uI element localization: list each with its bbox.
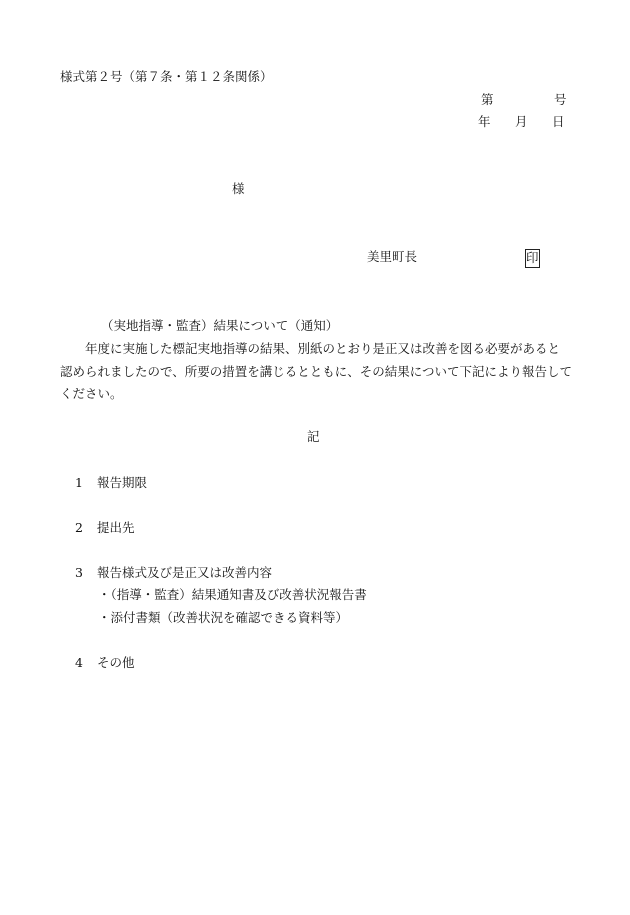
subject-title: （実地指導・監査）結果について（通知） xyxy=(101,318,339,333)
doc-number-prefix: 第 xyxy=(481,92,494,107)
item-number: 3 xyxy=(75,565,83,580)
date-year: 年 xyxy=(478,114,491,129)
item-label: 報告期限 xyxy=(97,475,148,490)
ki-heading: 記 xyxy=(307,429,320,444)
body-paragraph: 年度に実施した標記実地指導の結果、別紙のとおり是正又は改善を図る必要があると認められましたので、所要の措置を講じるとともに、その結果について下記により報告してください。 xyxy=(60,341,573,401)
sub-item: ・添付書類（改善状況を確認できる資料等） xyxy=(98,610,349,625)
date-month: 月 xyxy=(515,114,528,129)
seal-text: 印 xyxy=(525,249,540,268)
sender-title: 美里町長 xyxy=(367,249,418,264)
item-label: その他 xyxy=(97,655,135,670)
sub-item: ・（指導・監査）結果通知書及び改善状況報告書 xyxy=(98,587,367,602)
item-label: 提出先 xyxy=(97,520,135,535)
item-number: 2 xyxy=(75,520,83,535)
item-label: 報告様式及び是正又は改善内容 xyxy=(97,565,273,580)
addressee-suffix: 様 xyxy=(232,181,245,196)
list-item xyxy=(75,522,135,535)
item-number: 4 xyxy=(75,655,83,670)
list-item xyxy=(75,567,272,580)
list-item xyxy=(75,657,135,670)
item-number: 1 xyxy=(75,475,83,490)
doc-number-suffix: 号 xyxy=(554,92,567,107)
form-label: 様式第２号（第７条・第１２条関係） xyxy=(60,69,273,84)
list-item xyxy=(75,477,147,490)
seal-mark xyxy=(525,249,540,268)
date-day: 日 xyxy=(552,114,565,129)
